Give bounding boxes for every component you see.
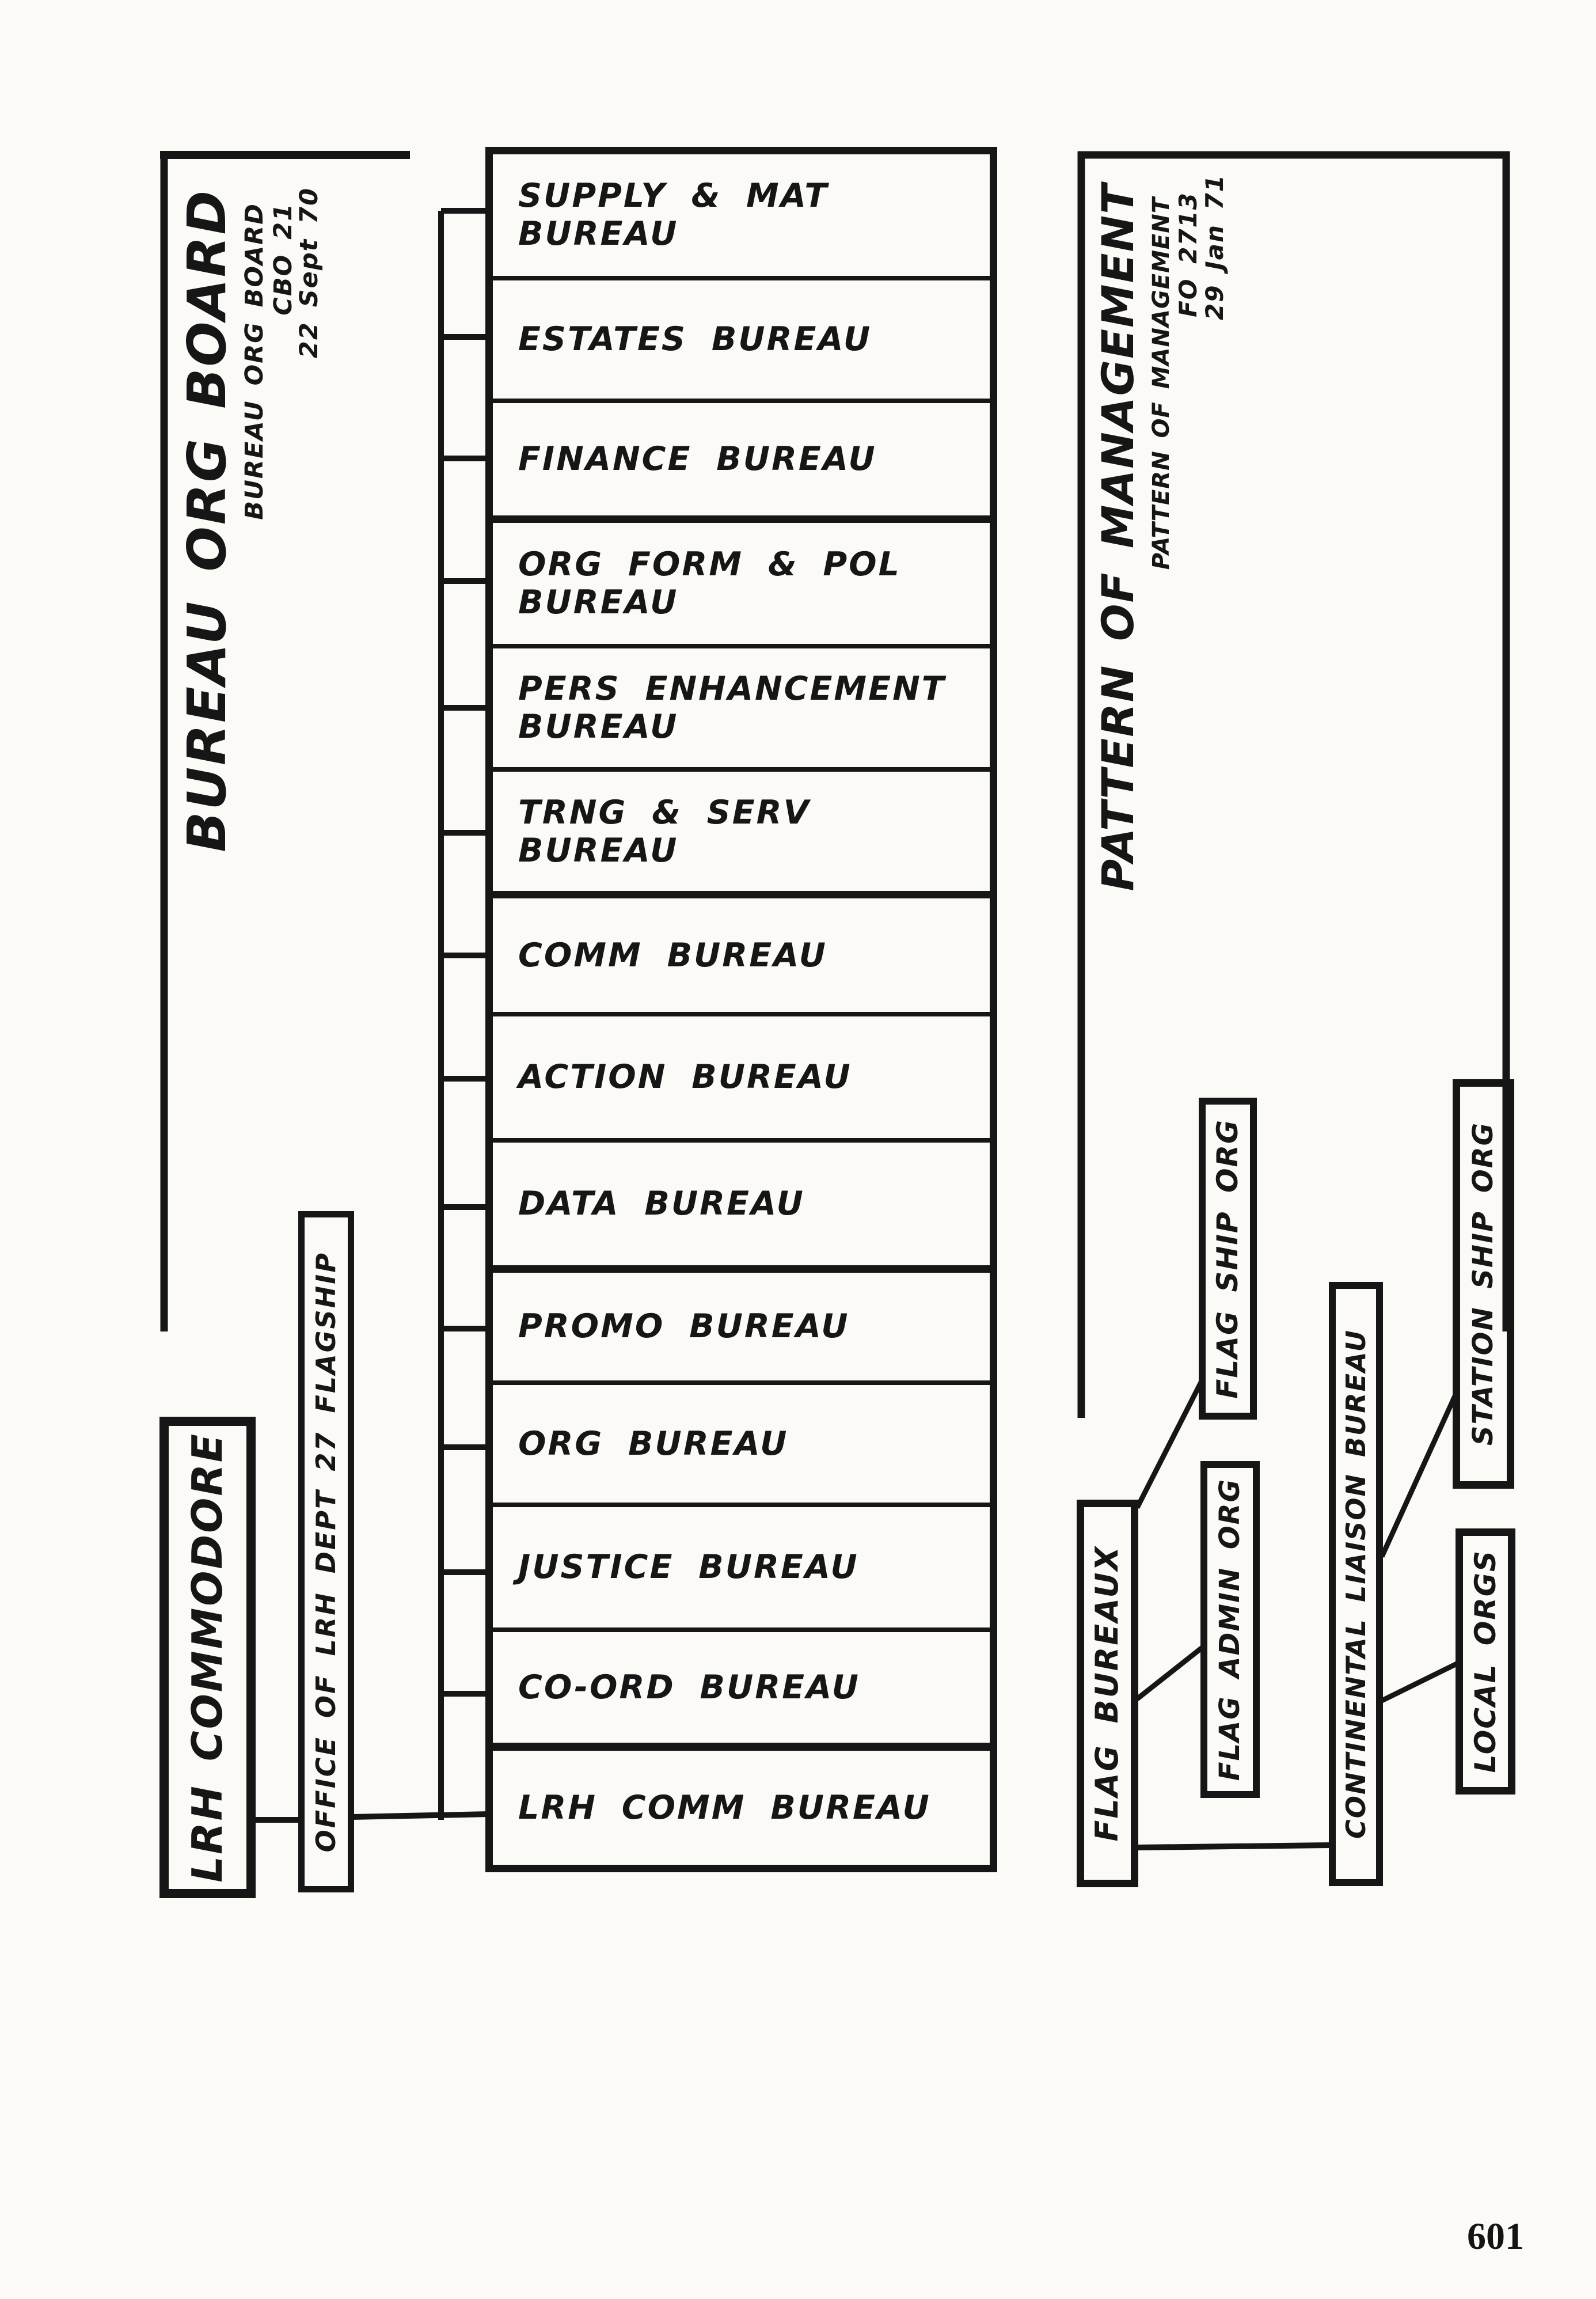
bureau-cell-supply-mat: SUPPLY & MAT BUREAU (518, 177, 829, 253)
page-number: 601 (1467, 2215, 1524, 2258)
connector-flag-bureaux-to-continental-liaison (1137, 1845, 1331, 1847)
left-chart-subtitle-line1: BUREAU ORG BOARD (240, 203, 269, 520)
left-chart-subtitle-line2: CBO 21 (269, 203, 298, 316)
station-ship-org-box (1453, 1079, 1514, 1489)
bureau-cell-trng-serv: TRNG & SERV BUREAU (493, 767, 990, 891)
local-orgs-box (1456, 1528, 1515, 1795)
office-of-lrh-label: OFFICE OF LRH DEPT 27 FLAGSHIP (310, 1251, 342, 1853)
bureau-cell-co-ord: CO-ORD BUREAU (493, 1627, 990, 1743)
continental-liaison-bureau-label: CONTINENTAL LIAISON BUREAU (1340, 1329, 1371, 1839)
flag-ship-org-label: FLAG SHIP ORG (1211, 1118, 1245, 1399)
right-chart-title: PATTERN OF MANAGEMENT (1092, 183, 1143, 891)
lrh-commodore-label: LRH COMMODORE (183, 1432, 231, 1883)
connector-continental-to-station-ship-org (1382, 1396, 1455, 1557)
bureau-cell-org-form-pol: ORG FORM & POL BUREAU (493, 515, 990, 644)
station-ship-org-label: STATION SHIP ORG (1467, 1122, 1500, 1446)
bureau-cell-data: DATA BUREAU (493, 1138, 990, 1265)
bureau-cell-finance: FINANCE BUREAU (493, 399, 990, 515)
connector-flag-bureaux-to-flag-ship-org (1137, 1382, 1201, 1508)
flag-bureaux-label: FLAG BUREAUX (1089, 1545, 1126, 1842)
left-chart-subtitle-line3: 22 Sept 70 (295, 187, 324, 359)
flag-bureaux-box (1077, 1500, 1138, 1887)
bureau-cell-estates: ESTATES BUREAU (493, 276, 990, 399)
bureau-cell-lrh-comm: LRH COMM BUREAU (493, 1743, 990, 1865)
bureau-cell-pers-enhancement: PERS ENHANCEMENT BUREAU (493, 644, 990, 767)
right-chart-subtitle-line3: 29 Jan 71 (1200, 174, 1229, 321)
flag-ship-org-box (1199, 1098, 1257, 1420)
bureau-cell-org: ORG BUREAU (493, 1380, 990, 1503)
right-chart-subtitle-line2: FO 2713 (1174, 192, 1202, 317)
office-of-lrh-box (298, 1211, 354, 1892)
connector-office-to-column (351, 1814, 489, 1817)
flag-admin-org-label: FLAG ADMIN ORG (1214, 1478, 1247, 1781)
flag-admin-org-box (1200, 1461, 1260, 1798)
lrh-commodore-box (159, 1417, 256, 1898)
bureau-column (485, 147, 997, 1872)
connector-continental-to-local-orgs (1382, 1663, 1458, 1701)
bureau-cell-promo: PROMO BUREAU (493, 1265, 990, 1380)
connector-flag-bureaux-to-flag-admin-org (1137, 1647, 1203, 1699)
bureau-cell-action: ACTION BUREAU (493, 1012, 990, 1138)
local-orgs-label: LOCAL ORGS (1468, 1550, 1502, 1773)
bureau-cell-comm: COMM BUREAU (493, 891, 990, 1012)
continental-liaison-bureau-box (1329, 1282, 1383, 1886)
bureau-cell-justice: JUSTICE BUREAU (493, 1503, 990, 1627)
left-chart-title: BUREAU ORG BOARD (176, 189, 238, 852)
right-chart-subtitle-line1: PATTERN OF MANAGEMENT (1148, 197, 1175, 570)
